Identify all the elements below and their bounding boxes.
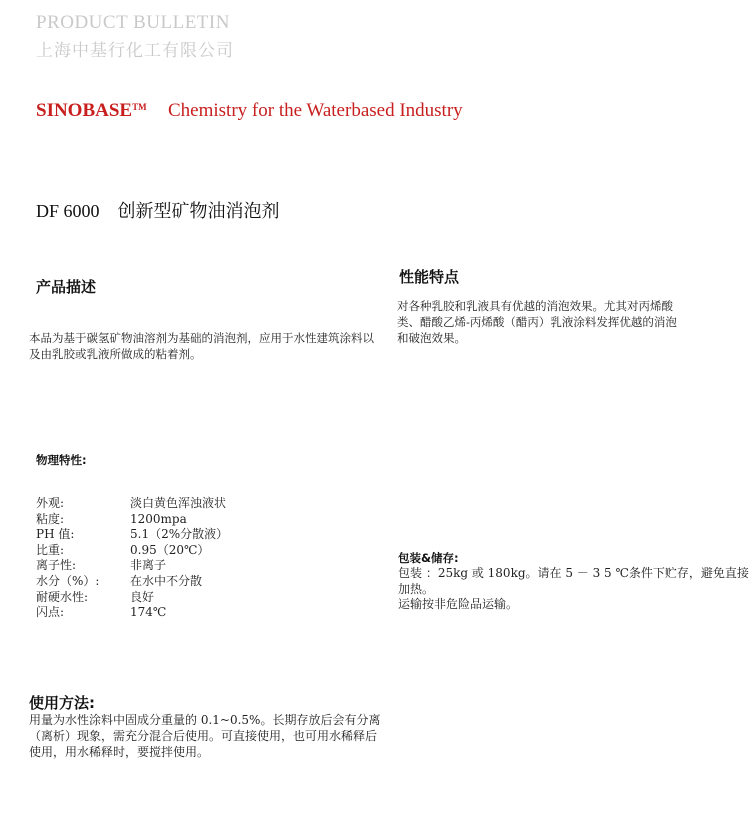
property-value: 0.95（20℃） xyxy=(130,542,210,557)
property-row xyxy=(36,527,228,543)
property-row xyxy=(36,543,228,559)
brand-text: SINOBASE xyxy=(36,100,133,121)
property-value: 淡白黄色浑浊液状 xyxy=(130,496,227,510)
property-value: 在水中不分散 xyxy=(130,573,203,588)
property-value: 174℃ xyxy=(130,605,167,620)
property-label: 耐硬水性: xyxy=(36,589,89,604)
property-value: 良好 xyxy=(130,589,155,604)
company-name: 上海中基行化工有限公司 xyxy=(36,41,234,61)
property-value: 1200mpa xyxy=(130,511,187,526)
property-row xyxy=(36,574,228,590)
physical-heading: 物理特性: xyxy=(36,453,87,467)
brand-name xyxy=(36,100,147,122)
property-row xyxy=(36,558,228,574)
property-value: 5.1（2%分散液） xyxy=(130,527,229,542)
property-label: 闪点: xyxy=(36,605,65,620)
description-heading: 产品描述 xyxy=(36,278,97,296)
property-value: 非离子 xyxy=(130,558,167,573)
product-title: DF 6000 创新型矿物油消泡剂 xyxy=(36,201,280,221)
physical-properties-list xyxy=(36,496,228,621)
property-row xyxy=(36,496,228,512)
description-text: 本品为基于碳氢矿物油溶剂为基础的消泡剂，应用于水性建筑涂料以及由乳胶或乳液所做成的粘着剂。 xyxy=(29,331,374,361)
usage-heading: 使用方法: xyxy=(29,694,95,712)
features-heading: 性能特点 xyxy=(399,268,460,286)
features-text: 对各种乳胶和乳液具有优越的消泡效果。尤其对丙烯酸类、醋酸乙烯-丙烯酸（醋丙）乳液涂料发挥优越的消泡和破泡效果。 xyxy=(397,299,677,345)
brand-tagline: Chemistry for the Waterbased Industry xyxy=(168,100,463,121)
packaging-line: 包装 ：25kg 或 180kg。请在 5 － 3 5 ℃条件下贮存，避免直接加热。 xyxy=(398,566,749,596)
property-label: 离子性: xyxy=(36,558,77,573)
property-label: 粘度: xyxy=(36,511,65,526)
property-label: PH 值: xyxy=(36,527,75,542)
property-row xyxy=(36,590,228,606)
property-row xyxy=(36,512,228,528)
property-label: 比重: xyxy=(36,542,65,557)
transport-line: 运输按非危险品运输。 xyxy=(398,597,519,611)
packaging-text xyxy=(398,566,750,613)
property-label: 水分（%）: xyxy=(36,573,100,588)
usage-text: 用量为水性涂料中固成分重量的 0.1~0.5%。长期存放后会有分离（离析）现象，需充分混合后使用。可直接使用，也可用水稀释后使用，用水稀释时，要搅拌使用。 xyxy=(29,713,381,759)
property-label: 外观: xyxy=(36,496,65,510)
bulletin-header: PRODUCT BULLETIN xyxy=(36,12,230,33)
trademark-mark: TM xyxy=(132,102,147,112)
packaging-heading: 包装&储存: xyxy=(398,551,459,565)
property-row xyxy=(36,605,228,621)
